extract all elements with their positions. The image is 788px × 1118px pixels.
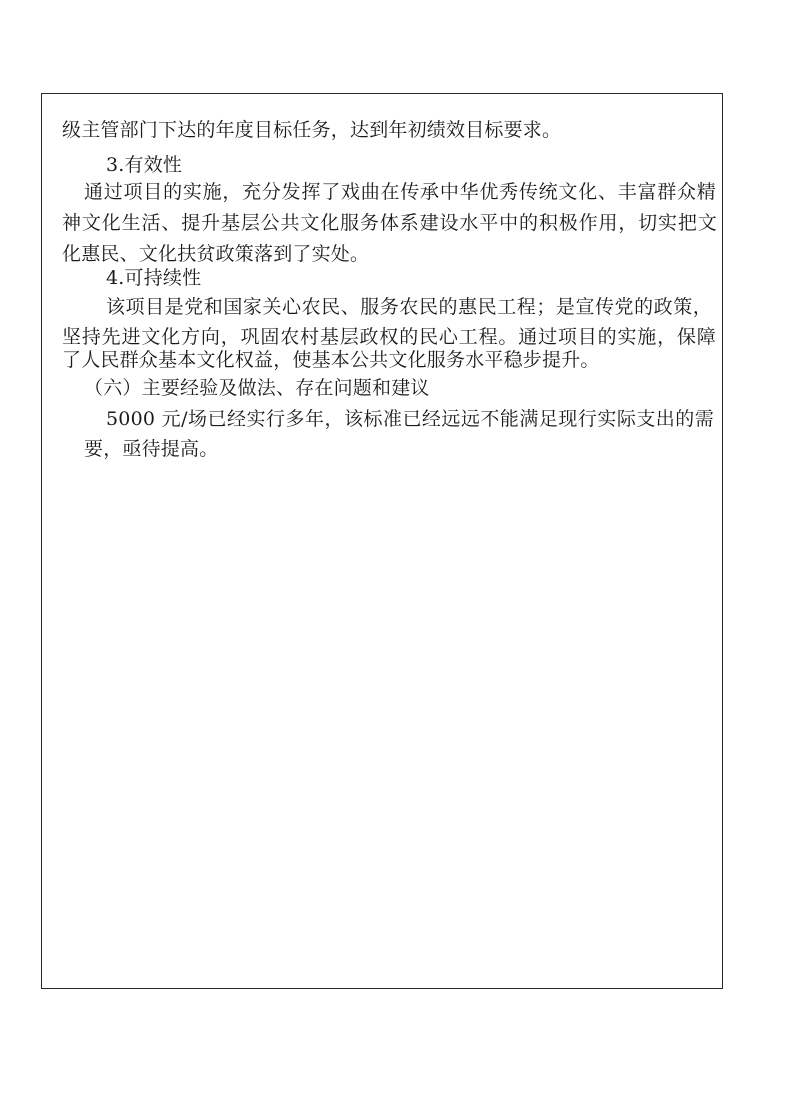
- text-line-4: 神文化生活、提升基层公共文化服务体系建设水平中的积极作用，切实把文: [62, 212, 717, 234]
- text-line-3: 通过项目的实施，充分发挥了戏曲在传承中华优秀传统文化、丰富群众精: [84, 181, 716, 203]
- text-line-7: 该项目是党和国家关心农民、服务农民的惠民工程；是宣传党的政策，: [106, 296, 712, 318]
- text-line-5: 化惠民、文化扶贫政策落到了实处。: [62, 243, 370, 265]
- section-heading-sustainability: 4.可持续性: [106, 267, 202, 289]
- text-line-12: 要，亟待提高。: [84, 438, 219, 460]
- text-line-8: 坚持先进文化方向，巩固农村基层政权的民心工程。通过项目的实施，保障: [62, 326, 716, 348]
- section-heading-experience: （六）主要经验及做法、存在问题和建议: [84, 377, 430, 399]
- text-line-11: 5000 元/场已经实行多年，该标准已经远远不能满足现行实际支出的需: [106, 408, 714, 430]
- text-line-1: 级主管部门下达的年度目标任务，达到年初绩效目标要求。: [62, 119, 562, 141]
- section-heading-effectiveness: 3.有效性: [106, 154, 183, 176]
- text-line-9: 了人民群众基本文化权益，使基本公共文化服务水平稳步提升。: [62, 349, 600, 371]
